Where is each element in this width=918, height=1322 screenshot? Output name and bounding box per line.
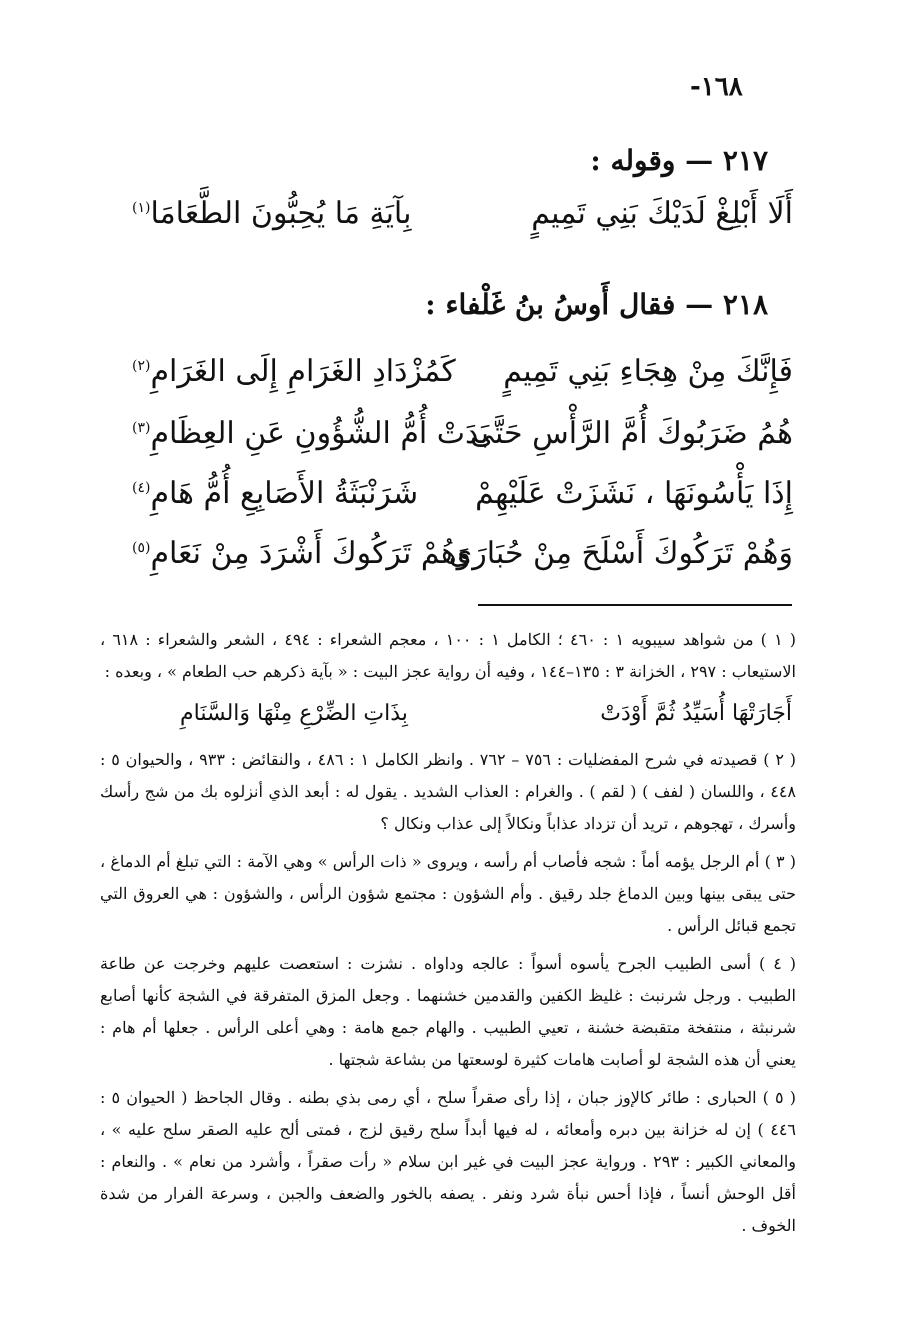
verse-line	[110, 536, 793, 586]
footnote-2: ( ٢ ) قصيدته في شرح المفضليات : ٧٥٦ – ٧٦٢ . وانظر الكامل ١ : ٤٨٦ ، والنقائض : ٩٣٣ ، والحيوان ٥ : ٤٤٨ ، واللسان ( لفف ) ( لقم ) . والغرام : العذاب الشديد . يقول له : أبعد الذي أنزلوه بك من شج رأسك وأسرك ، تهجوهم ، تريد أن تزداد عذاباً ونكالاً إلى عذاب ونكال ؟	[100, 750, 797, 833]
footnote-ref: (١)	[132, 200, 151, 216]
first-hemistich: هُمُ ضَرَبُوكَ أُمَّ الرَّأْسِ حَتَّى	[469, 416, 793, 451]
second-hemistich: كَمُزْدَادِ الغَرَامِ إِلَى الغَرَامِ$^{(٢)}$	[132, 354, 456, 389]
footnote-ref: (٣)	[132, 420, 151, 436]
verse-line	[110, 416, 793, 466]
footnote-1: ( ١ ) من شواهد سيبويه ١ : ٤٦٠ ؛ الكامل ١ : ١٠٠ ، معجم الشعراء : ٤٩٤ ، الشعر والشعراء : ٦١٨ ، الاستيعاب : ٢٩٧ ، الخزانة ٣ : ١٣٥–١٤٤ ، وفيه أن رواية عجز البيت : « بآية ذكرهم حب الطعام » ، وبعده :	[100, 630, 797, 681]
first-hemistich: فَإِنَّكَ مِنْ هِجَاءِ بَنِي تَمِيمٍ	[503, 354, 793, 389]
footnotes	[100, 624, 796, 1248]
footnote-5: ( ٥ ) الحبارى : طائر كالإوز جبان ، إذا رأى صقراً سلح ، أي رمى بذي بطنه . وقال الجاحظ ( الحيوان ٥ : ٤٤٦ ) إن له خزانة بين دبره وأمعائه ، له فيها أبداً سلح رقيق لزج ، فمتى ألح عليه الصقر سلح عليه » ، والمعاني الكبير : ٢٩٣ . ورواية عجز البيت في غير ابن سلام « رأت صقراً ، وأشرد من نعام » . والنعام : أقل الوحش أنساً ، فإذا أحس نبأة شرد ونفر . يصفه بالخور والضعف والجبن ، وسرعة الفرار من شدة الخوف .	[100, 1088, 797, 1235]
second-hemistich: بِآيَةِ مَا يُحِبُّونَ الطَّعَامَا$^{(١)}$	[132, 196, 412, 231]
quoted-second-hemistich: بِذَاتِ الضِّرْعِ مِنْهَا وَالسَّنَامِ	[180, 701, 408, 726]
quoted-first-hemistich: أَجَارَتْهَا أُسَيِّدُ ثُمَّ أَوْدَتْ	[600, 701, 792, 726]
footnote-3: ( ٣ ) أم الرجل يؤمه أماً : شجه فأصاب أم رأسه ، ويروى « ذات الرأس » وهي الآمة : التي تبلغ أم الدماغ ، حتى يبقى بينها وبين الدماغ جلد رقيق . وأم الشؤون : مجتمع شؤون الرأس ، والشؤون : هي العروق التي تجمع قبائل الرأس .	[100, 852, 797, 935]
entry-217-heading: ٢١٧ — وقوله :	[590, 144, 768, 177]
footnote-divider	[478, 604, 792, 606]
verse-line	[110, 354, 793, 404]
footnote-ref: (٤)	[132, 480, 151, 496]
footnote-1-quoted-verse	[100, 694, 796, 738]
first-hemistich: أَلَا أَبْلِغْ لَدَيْكَ بَنِي تَمِيمٍ	[531, 196, 793, 231]
verse-line	[110, 476, 793, 526]
footnote-ref: (٥)	[132, 540, 151, 556]
entry-218-heading: ٢١٨ — فقال أَوسُ بنُ غَلْفاء :	[425, 288, 768, 321]
first-hemistich: وَهُمْ تَرَكُوكَ أَسْلَحَ مِنْ حُبَارَى	[448, 536, 793, 571]
second-hemistich: شَرَنْبَثَةُ الأَصَابِعِ أُمُّ هَامِ$^{(٤)}$	[132, 476, 419, 511]
second-hemistich: بَدَتْ أُمُّ الشُّؤُونِ عَنِ العِظَامِ$^{(٣)}$	[132, 416, 490, 451]
second-hemistich: وَهُمْ تَرَكُوكَ أَشْرَدَ مِنْ نَعَامِ$^{(٥)}$	[132, 536, 472, 571]
footnote-ref: (٢)	[132, 358, 151, 374]
footnote-4: ( ٤ ) أسى الطبيب الجرح يأسوه أسواً : عالجه وداواه . نشزت : استعصت عليهم وخرجت عن طاعة الطبيب . ورجل شرنبث : غليظ الكفين والقدمين خشنهما . وجعل المزق المتفرقة في الشجة كأنها أصابع شرنبثة ، منتفخة متقبضة خشنة ، تعيي الطبيب . والهام جمع هامة : وهي أعلى الرأس . جعلها أم هام : يعني أن هذه الشجة لو أصابت هامات كثيرة لوسعتها من بشاعة شجتها .	[100, 954, 796, 1069]
first-hemistich: إِذَا يَأْسُونَهَا ، نَشَزَتْ عَلَيْهِمْ	[475, 476, 793, 511]
verse-line	[110, 196, 793, 246]
page-number: ١٦٨-	[690, 72, 743, 102]
